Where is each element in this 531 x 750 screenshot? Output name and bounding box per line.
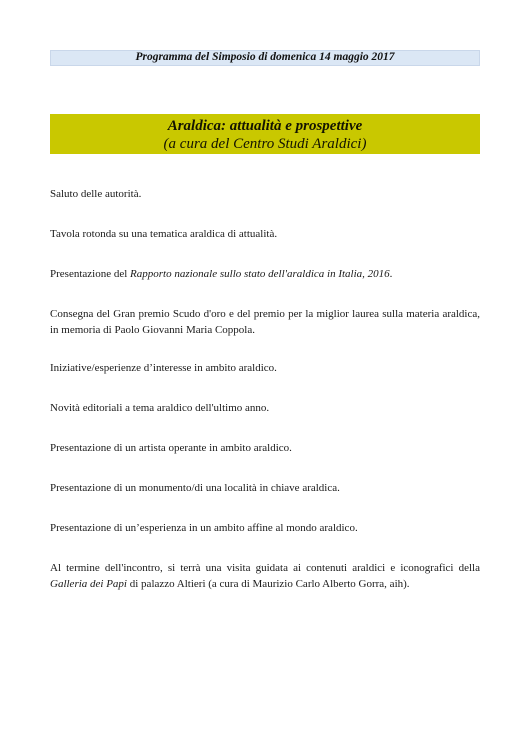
item-text-suffix: di palazzo Altieri (a cura di Maurizio Carlo Alberto Gorra, aih). [127, 578, 410, 590]
item-text: Presentazione di un artista operante in ambito araldico. [50, 442, 292, 454]
item-text-italic: Rapporto nazionale sullo stato dell'araldica in Italia, 2016 [130, 268, 390, 280]
list-item [50, 560, 480, 592]
item-text: Iniziative/esperienze d’interesse in ambito araldico. [50, 362, 277, 374]
list-item [50, 480, 480, 496]
item-text-italic: Galleria dei Papi [50, 578, 127, 590]
item-text: Presentazione di un monumento/di una località in chiave araldica. [50, 482, 340, 494]
title-box [50, 114, 480, 154]
list-item [50, 306, 480, 338]
list-item [50, 226, 480, 242]
list-item [50, 186, 480, 202]
item-text: Tavola rotonda su una tematica araldica di attualità. [50, 228, 278, 240]
list-item [50, 400, 480, 416]
item-text: Presentazione di un’esperienza in un ambito affine al mondo araldico. [50, 522, 358, 534]
item-text: Consegna del Gran premio Scudo d'oro e del premio per la miglior laurea sulla materia araldica, in memoria di Paolo Giovanni Maria Coppola. [50, 308, 480, 336]
item-text-suffix: . [389, 268, 393, 280]
list-item [50, 520, 480, 536]
header-prefix: Programma del [135, 51, 213, 64]
program-header [50, 50, 480, 66]
item-text: Novità editoriali a tema araldico dell'ultimo anno. [50, 402, 270, 414]
item-text-prefix: Presentazione del [50, 268, 131, 280]
page-subtitle: (a cura del Centro Studi Araldici) [163, 136, 367, 152]
list-item [50, 360, 480, 376]
header-bold-word: Simposio [212, 51, 256, 64]
list-item [50, 266, 480, 282]
page-title: Araldica: attualità e prospettive [167, 118, 363, 134]
list-item [50, 440, 480, 456]
item-text: Saluto delle autorità. [50, 188, 142, 200]
header-suffix: di domenica 14 maggio 2017 [255, 51, 395, 64]
item-text-prefix: Al termine dell'incontro, si terrà una visita guidata ai contenuti araldici e iconografici della [50, 562, 480, 574]
